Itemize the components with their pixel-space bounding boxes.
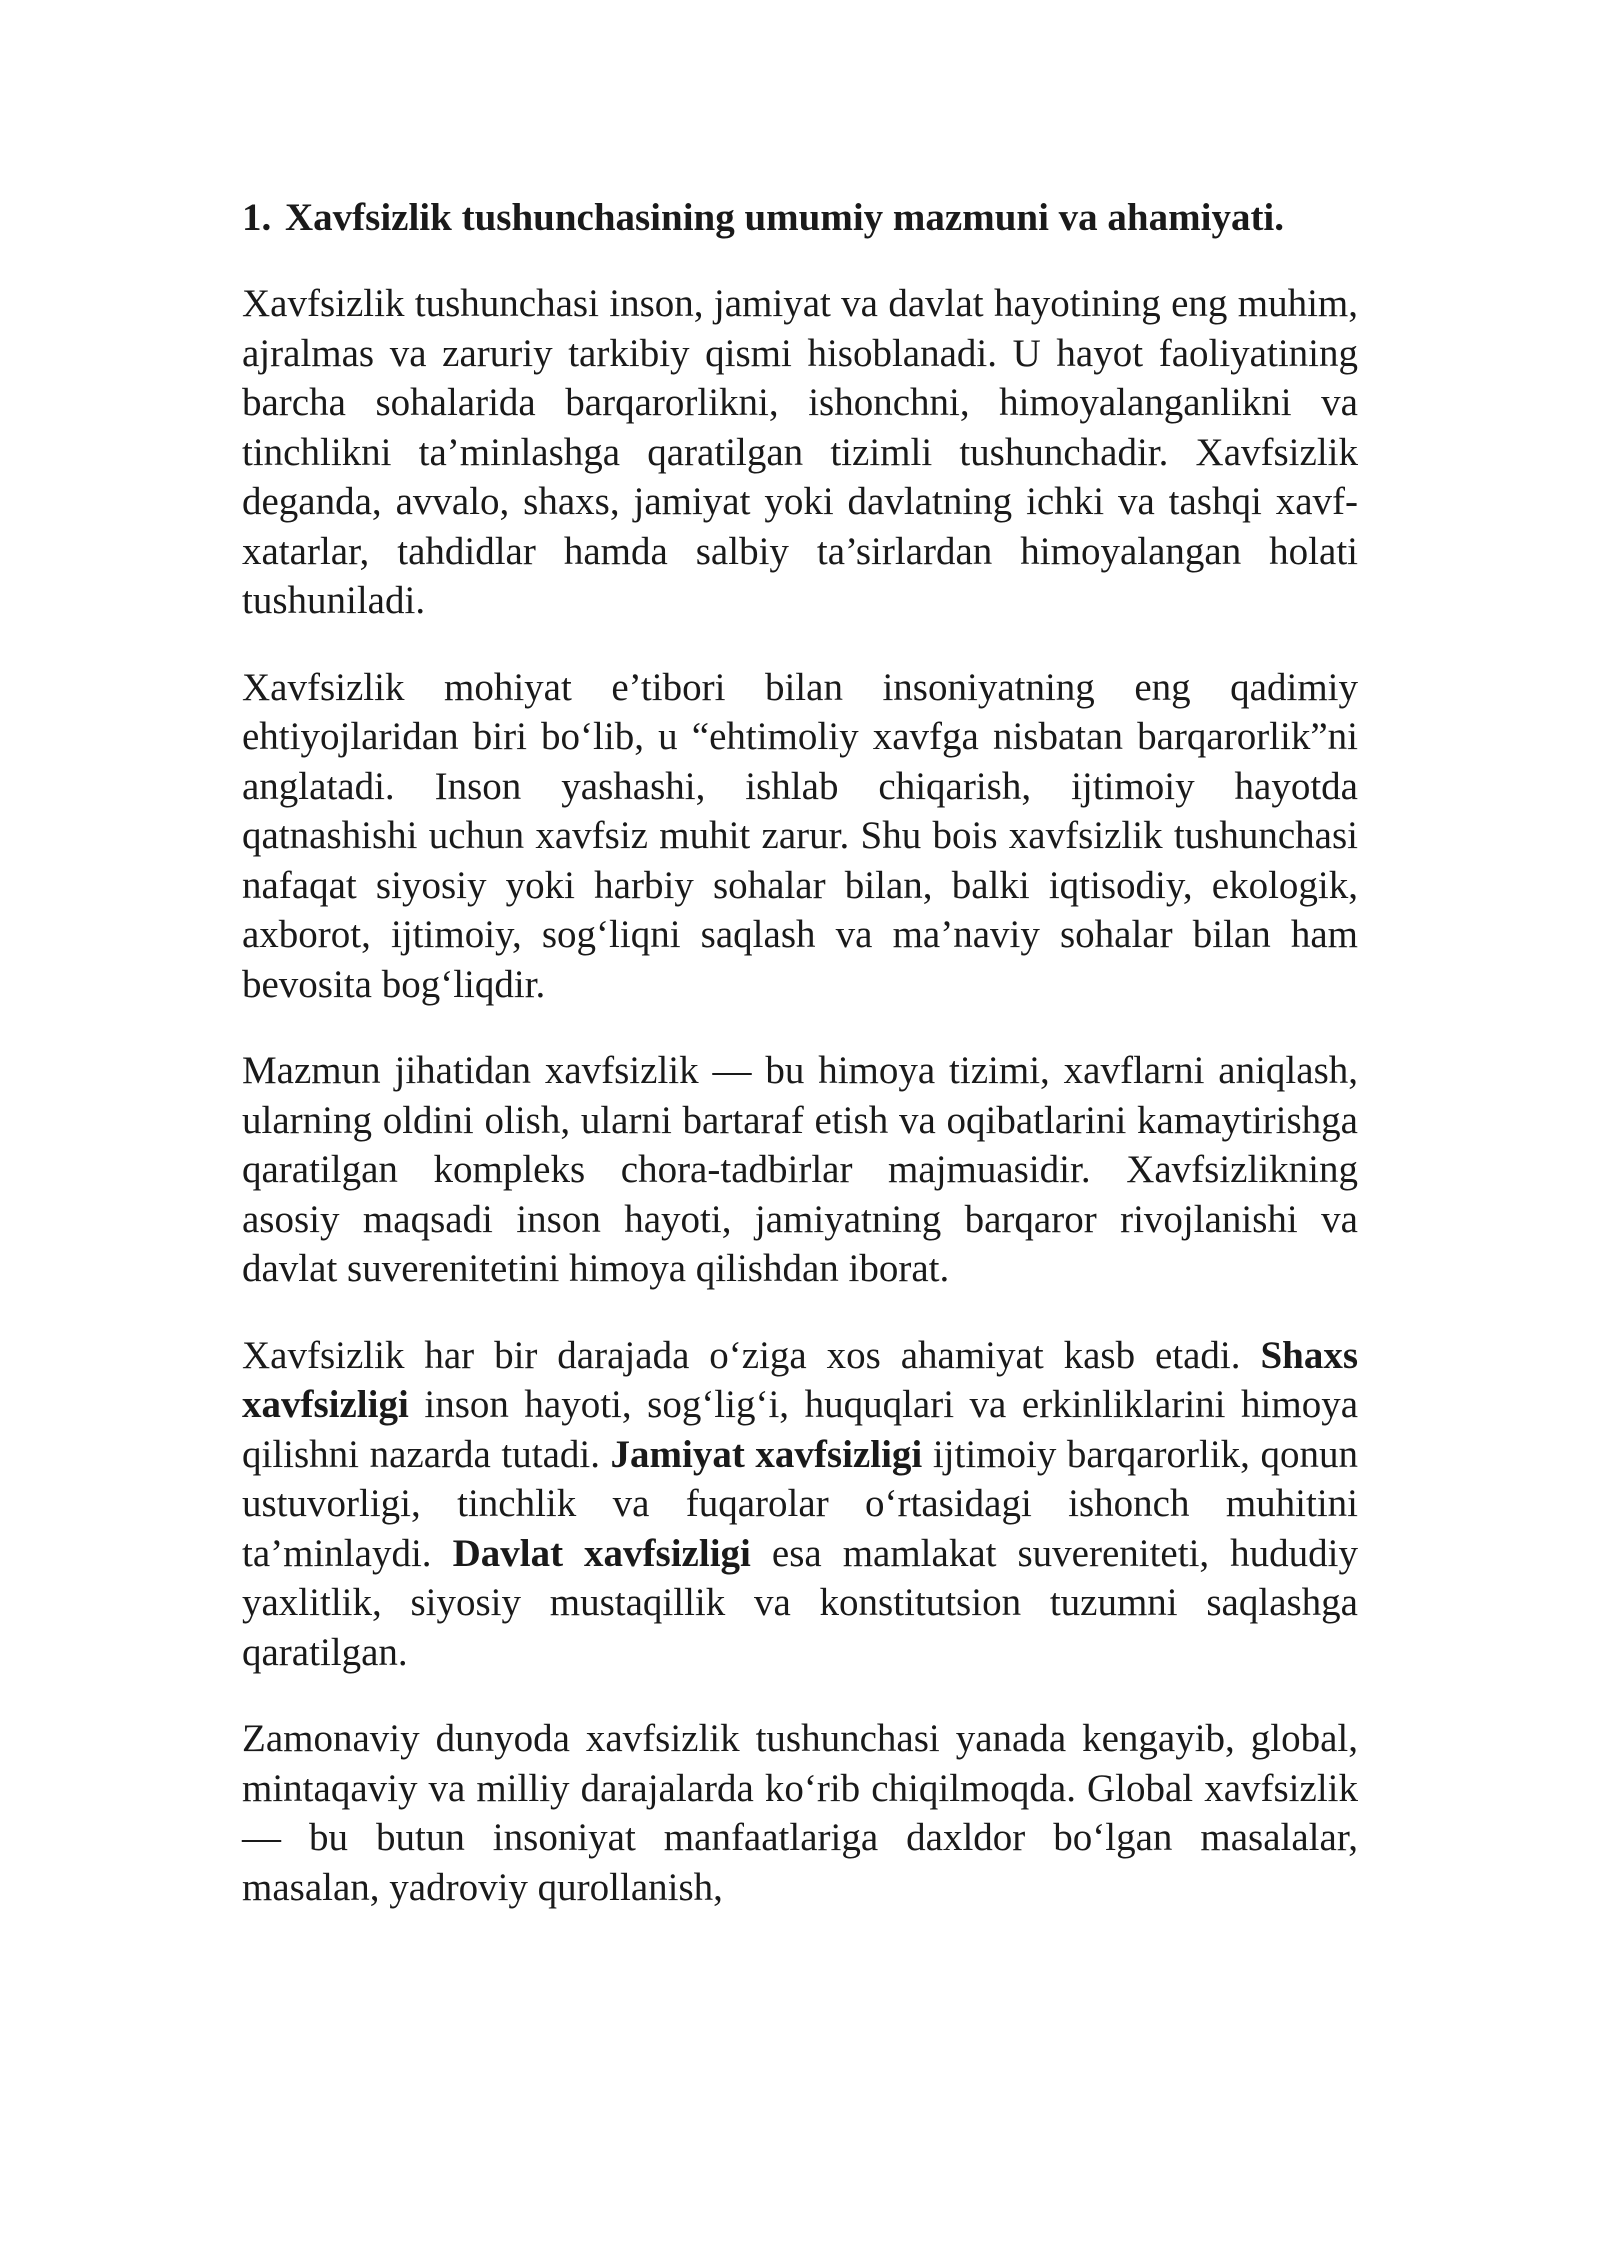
paragraph-4-text-2: ijtimoiy barqarorlik, qonun ustuvorligi, tinchlik va fuqarolar o‘rtasidagi ishonch muhitini ta’minlaydi. [242,1432,1358,1575]
paragraph-4-intro: Xavfsizlik har bir darajada o‘ziga xos ahamiyat kasb etadi. [242,1333,1241,1377]
paragraph-2: Xavfsizlik mohiyat e’tibori bilan insoniyatning eng qadimiy ehtiyojlaridan biri bo‘lib, u “ehtimoliy xavfga nisbatan barqarorlik”ni anglatadi. Inson yashashi, ishlab chiqarish, ijtimoiy hayotda qatnashishi uchun xavfsiz muhit zarur. Shu bois xavfsizlik tushunchasi nafaqat siyosiy yoki harbiy sohalar bilan, balki iqtisodiy, ekologik, axborot, ijtimoiy, sog‘liqni saqlash va ma’naviy sohalar bilan ham bevosita bog‘liqdir. [242,665,1358,1006]
paragraph-4-text-1: inson hayoti, sog‘lig‘i, huquqlari va erkinliklarini himoya qilishni nazarda tutadi. [242,1383,1358,1476]
paragraph-4 [242,1331,1358,1678]
term-shaxs-xavfsizligi: Shaxs xavfsizligi [242,1333,1358,1426]
term-jamiyat-xavfsizligi: Jamiyat xavfsizligi [610,1432,923,1476]
section-title: Xavfsizlik tushunchasining umumiy mazmuni va ahamiyati. [285,196,1285,239]
section-heading [242,193,1358,243]
paragraph-4-text-3: esa mamlakat suvereniteti, hududiy yaxlitlik, siyosiy mustaqillik va konstitutsion tuzumni saqlashga qaratilgan. [242,1531,1359,1674]
document-page [242,193,1358,1949]
section-number: 1. [242,196,272,239]
paragraph-5: Zamonaviy dunyoda xavfsizlik tushunchasi yanada kengayib, global, mintaqaviy va milliy darajalarda ko‘rib chiqilmoqda. Global xavfsizlik — bu butun insoniyat manfaatlariga daxldor bo‘lgan masalalar, masalan, yadroviy qurollanish, [242,1717,1358,1909]
paragraph-3: Mazmun jihatidan xavfsizlik — bu himoya tizimi, xavflarni aniqlash, ularning oldini olish, ularni bartaraf etish va oqibatlarini kamaytirishga qaratilgan kompleks chora-tadbirlar majmuasidir. Xavfsizlikning asosiy maqsadi inson hayoti, jamiyatning barqaror rivojlanishi va davlat suverenitetini himoya qilishdan iborat. [242,1049,1358,1290]
term-davlat-xavfsizligi: Davlat xavfsizligi [452,1531,751,1575]
paragraph-1: Xavfsizlik tushunchasi inson, jamiyat va davlat hayotining eng muhim, ajralmas va zaruriy tarkibiy qismi hisoblanadi. U hayot faoliyatining barcha sohalarida barqarorlikni, ishonchni, himoyalanganlikni va tinchlikni ta’minlashga qaratilgan tizimli tushunchadir. Xavfsizlik deganda, avvalo, shaxs, jamiyat yoki davlatning ichki va tashqi xavf-xatarlar, tahdidlar hamda salbiy ta’sirlardan himoyalangan holati tushuniladi. [242,282,1358,622]
